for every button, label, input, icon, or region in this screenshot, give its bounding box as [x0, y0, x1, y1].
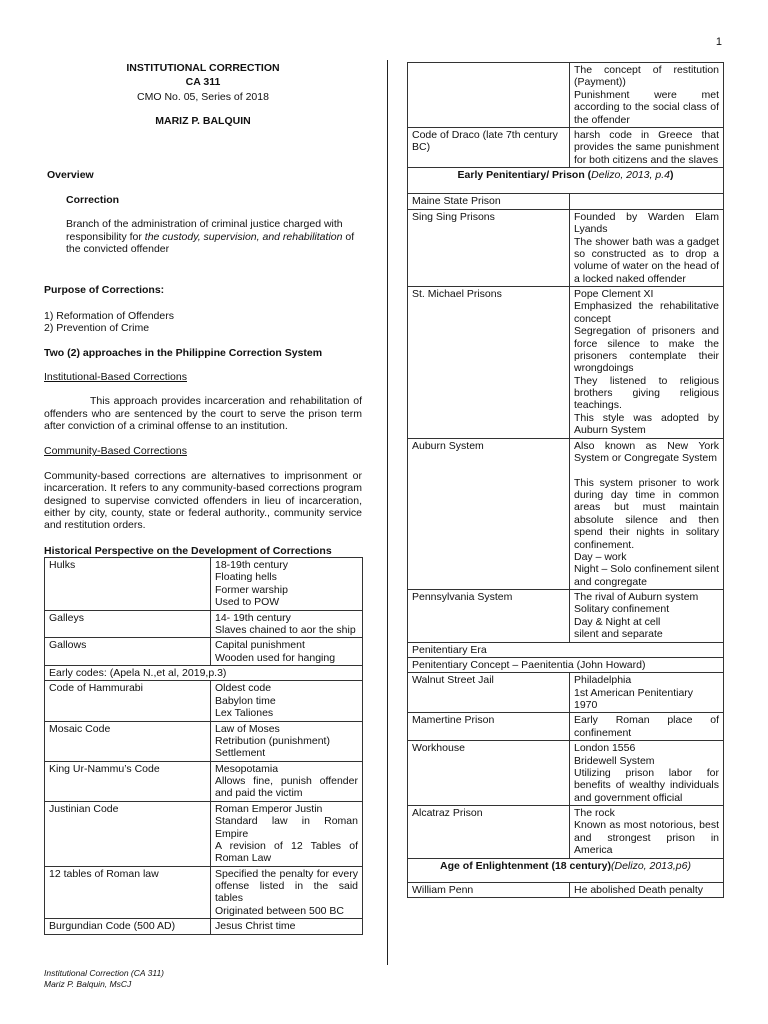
table-row	[408, 858, 724, 882]
detail-line: Founded by Warden Elam Lyands	[574, 210, 719, 236]
table-row	[45, 681, 363, 721]
table-row	[45, 558, 363, 611]
detail-line: Punishment were met according to the social class of the offender	[574, 88, 719, 126]
row-name: Maine State Prison	[408, 194, 570, 209]
row-details	[211, 721, 363, 761]
table-row	[408, 657, 724, 672]
table-row	[408, 209, 724, 286]
row-name: Pennsylvania System	[408, 590, 570, 643]
row-details	[570, 806, 724, 859]
row-details	[570, 590, 724, 643]
detail-line: Also known as New York System or Congregate System	[574, 439, 719, 464]
detail-line: Night – Solo confinement silent and congregate	[574, 563, 719, 588]
row-details	[211, 638, 363, 666]
enlightenment-header	[408, 858, 724, 882]
row-details	[211, 610, 363, 638]
detail-line: Originated between 500 BC	[215, 904, 344, 917]
detail-line: Allows fine, punish offender and paid the victim	[215, 775, 358, 800]
penitentiary-era-label: Penitentiary Era	[408, 642, 724, 657]
row-name: Auburn System	[408, 438, 570, 590]
row-details	[211, 761, 363, 801]
right-column	[407, 62, 723, 898]
history-table	[44, 557, 363, 935]
row-details	[570, 209, 724, 286]
table-row	[408, 590, 724, 643]
detail-line: The rock	[574, 807, 615, 819]
table-row	[45, 721, 363, 761]
row-details	[570, 63, 724, 128]
enlightenment-label: Age of Enlightenment (18 century)	[440, 859, 611, 872]
detail-line: This style was adopted by Auburn System	[574, 411, 719, 437]
detail-line: 14- 19th century	[215, 611, 291, 624]
footer-course: Institutional Correction (CA 311)	[44, 968, 164, 978]
detail-line: Utilizing prison labor for benefits of wealthy individuals and government official	[574, 766, 719, 804]
row-details	[211, 866, 363, 919]
early-penitentiary-label: Early Penitentiary/ Prison (	[457, 169, 592, 181]
approaches-heading: Two (2) approaches in the Philippine Correction System	[44, 346, 323, 359]
detail-line: They listened to religious brothers giving religious teachings.	[574, 374, 719, 412]
detail-line: Law of Moses	[215, 722, 280, 735]
row-name: Workhouse	[408, 741, 570, 806]
detail-line: harsh code in Greece that provides the same punishment for both citizens and the slaves	[574, 128, 719, 166]
detail-line: Former warship	[215, 583, 288, 596]
early-penitentiary-citation: Delizo, 2013, p.4	[591, 169, 670, 181]
row-name: Code of Draco (late 7th century BC)	[408, 127, 570, 167]
table-row	[408, 882, 724, 897]
author-name: MARIZ P. BALQUIN	[155, 115, 251, 128]
row-name: St. Michael Prisons	[408, 287, 570, 439]
row-details	[570, 713, 724, 741]
row-name: King Ur-Nammu’s Code	[45, 761, 211, 801]
detail-line: Capital punishment	[215, 639, 305, 652]
table-row	[45, 761, 363, 801]
detail-line: Floating hells	[215, 571, 277, 584]
history-heading: Historical Perspective on the Development of Corrections	[44, 544, 332, 557]
row-name: 12 tables of Roman law	[45, 866, 211, 919]
detail-line: 18-19th century	[215, 559, 288, 571]
detail-line: Jesus Christ time	[215, 920, 296, 933]
detail-line: Solitary confinement	[574, 603, 670, 616]
detail-line: The shower bath was a gadget so constructed as to drop a volume of water on the head of a locked naked offender	[574, 235, 719, 285]
detail-line: Standard law in Roman Empire	[215, 815, 358, 840]
early-codes-label: Early codes: (Apela N.,et al, 2019,p.3)	[45, 666, 363, 681]
row-details	[570, 287, 724, 439]
early-penitentiary-header	[408, 168, 724, 194]
correction-subheading: Correction	[66, 193, 120, 206]
institutional-text: This approach provides incarceration and rehabilitation of offenders who are sentenced by the court to serve the prison term after conviction of a criminal offense to an institution.	[44, 395, 362, 432]
detail-line: Bridewell System	[574, 754, 655, 767]
detail-line: Known as most notorious, best and strongest prison in America	[574, 819, 719, 857]
detail-line: Lex Taliones	[215, 707, 274, 720]
table-row	[408, 806, 724, 859]
table-row	[408, 741, 724, 806]
detail-line: This system prisoner to work during day time in common areas but must maintain absolute silence and then spend their nights in solitary confinement.	[574, 476, 719, 551]
detail-line: Used to POW	[215, 596, 280, 609]
row-details	[570, 882, 724, 897]
purpose-item: 2) Prevention of Crime	[44, 322, 150, 335]
row-name: Justinian Code	[45, 801, 211, 866]
detail-line: A revision of 12 Tables of Roman Law	[215, 839, 358, 865]
overview-heading: Overview	[47, 168, 94, 181]
detail-line: Oldest code	[215, 682, 272, 695]
table-row	[45, 801, 363, 866]
detail-line: Pope Clement XI	[574, 288, 654, 300]
penitentiary-concept-label: Penitentiary Concept – Paenitentia (John Howard)	[408, 657, 724, 672]
table-row	[408, 194, 724, 209]
table-row	[408, 673, 724, 713]
column-divider	[387, 60, 388, 965]
purpose-heading: Purpose of Corrections:	[44, 284, 165, 297]
detail-line: Segregation of prisoners and force silence to make the prisoners contemplate their wrongdoings	[574, 325, 719, 375]
table-row	[408, 713, 724, 741]
detail-line: He abolished Death penalty	[574, 883, 704, 896]
table-row	[45, 666, 363, 681]
table-row	[408, 168, 724, 194]
row-details	[211, 801, 363, 866]
row-details	[211, 919, 363, 934]
row-details	[570, 741, 724, 806]
detail-line: Roman Emperor Justin	[215, 802, 323, 815]
detail-line: 1st American Penitentiary	[574, 686, 694, 699]
row-name: Mosaic Code	[45, 721, 211, 761]
correction-definition	[66, 218, 362, 255]
table-row	[408, 642, 724, 657]
table-row	[45, 638, 363, 666]
institutional-heading: Institutional-Based Corrections	[44, 370, 187, 383]
detail-line: silent and separate	[574, 628, 663, 641]
row-details	[570, 127, 724, 167]
row-details	[211, 558, 363, 611]
detail-line	[574, 464, 719, 476]
community-text: Community-based corrections are alternatives to imprisonment or incarceration. It refers to any community-based corrections program designed to supervise convicted offenders in lieu of incarceration, either by city, county, state or federal authority., community service and restitution orders.	[44, 469, 362, 532]
detail-line: The concept of restitution (Payment))	[574, 64, 719, 89]
row-details	[211, 681, 363, 721]
course-code: CA 311	[185, 76, 221, 89]
row-name: Mamertine Prison	[408, 713, 570, 741]
detail-line: Slaves chained to aor the ship	[215, 623, 356, 636]
definition-text-end: of the convicted offender	[66, 230, 355, 255]
footer-author: Mariz P. Balquin, MsCJ	[44, 978, 132, 989]
row-details	[570, 194, 724, 209]
community-heading: Community-Based Corrections	[44, 445, 187, 458]
enlightenment-citation: (Delizo, 2013,p6)	[610, 859, 691, 872]
prison-table	[407, 62, 724, 898]
definition-italic: the custody, supervision, and rehabilitation	[144, 230, 343, 243]
detail-line: Emphasized the rehabilitative concept	[574, 300, 719, 325]
early-penitentiary-close: )	[669, 169, 674, 181]
row-details	[570, 438, 724, 590]
detail-line: Day – work	[574, 550, 627, 563]
table-row	[408, 127, 724, 167]
detail-line: 1970	[574, 699, 598, 711]
table-row	[408, 63, 724, 128]
detail-line: Day & Night at cell	[574, 615, 661, 628]
table-row	[408, 287, 724, 439]
row-name: Galleys	[45, 610, 211, 638]
row-name: Sing Sing Prisons	[408, 209, 570, 286]
table-row	[45, 866, 363, 919]
detail-line: Philadelphia	[574, 674, 632, 687]
purpose-item: 1) Reformation of Offenders	[44, 309, 174, 322]
row-name: Burgundian Code (500 AD)	[45, 919, 211, 934]
detail-line: Wooden used for hanging	[215, 651, 336, 664]
detail-line: Specified the penalty for every offense listed in the said tables	[215, 867, 358, 905]
detail-line: Mesopotamia	[215, 762, 279, 775]
definition-text: Branch of the administration of criminal justice charged with responsibility for	[66, 218, 343, 243]
row-name: Code of Hammurabi	[45, 681, 211, 721]
detail-line: The rival of Auburn system	[574, 591, 699, 603]
left-column	[44, 62, 362, 935]
row-name: Hulks	[45, 558, 211, 611]
detail-line: Babylon time	[215, 694, 276, 707]
page-footer	[44, 968, 164, 989]
row-name: William Penn	[408, 882, 570, 897]
cmo-reference: CMO No. 05, Series of 2018	[137, 90, 269, 103]
detail-line: Settlement	[215, 747, 266, 760]
row-name: Alcatraz Prison	[408, 806, 570, 859]
page-number: 1	[715, 36, 722, 48]
table-row	[45, 919, 363, 934]
table-row	[408, 438, 724, 590]
doc-title: INSTITUTIONAL CORRECTION	[126, 62, 280, 74]
row-details	[570, 673, 724, 713]
detail-line: Retribution (punishment)	[215, 734, 330, 747]
row-name	[408, 63, 570, 128]
row-name: Gallows	[45, 638, 211, 666]
row-name: Walnut Street Jail	[408, 673, 570, 713]
table-row	[45, 610, 363, 638]
detail-line: Early Roman place of confinement	[574, 714, 719, 739]
detail-line: London 1556	[574, 742, 636, 755]
